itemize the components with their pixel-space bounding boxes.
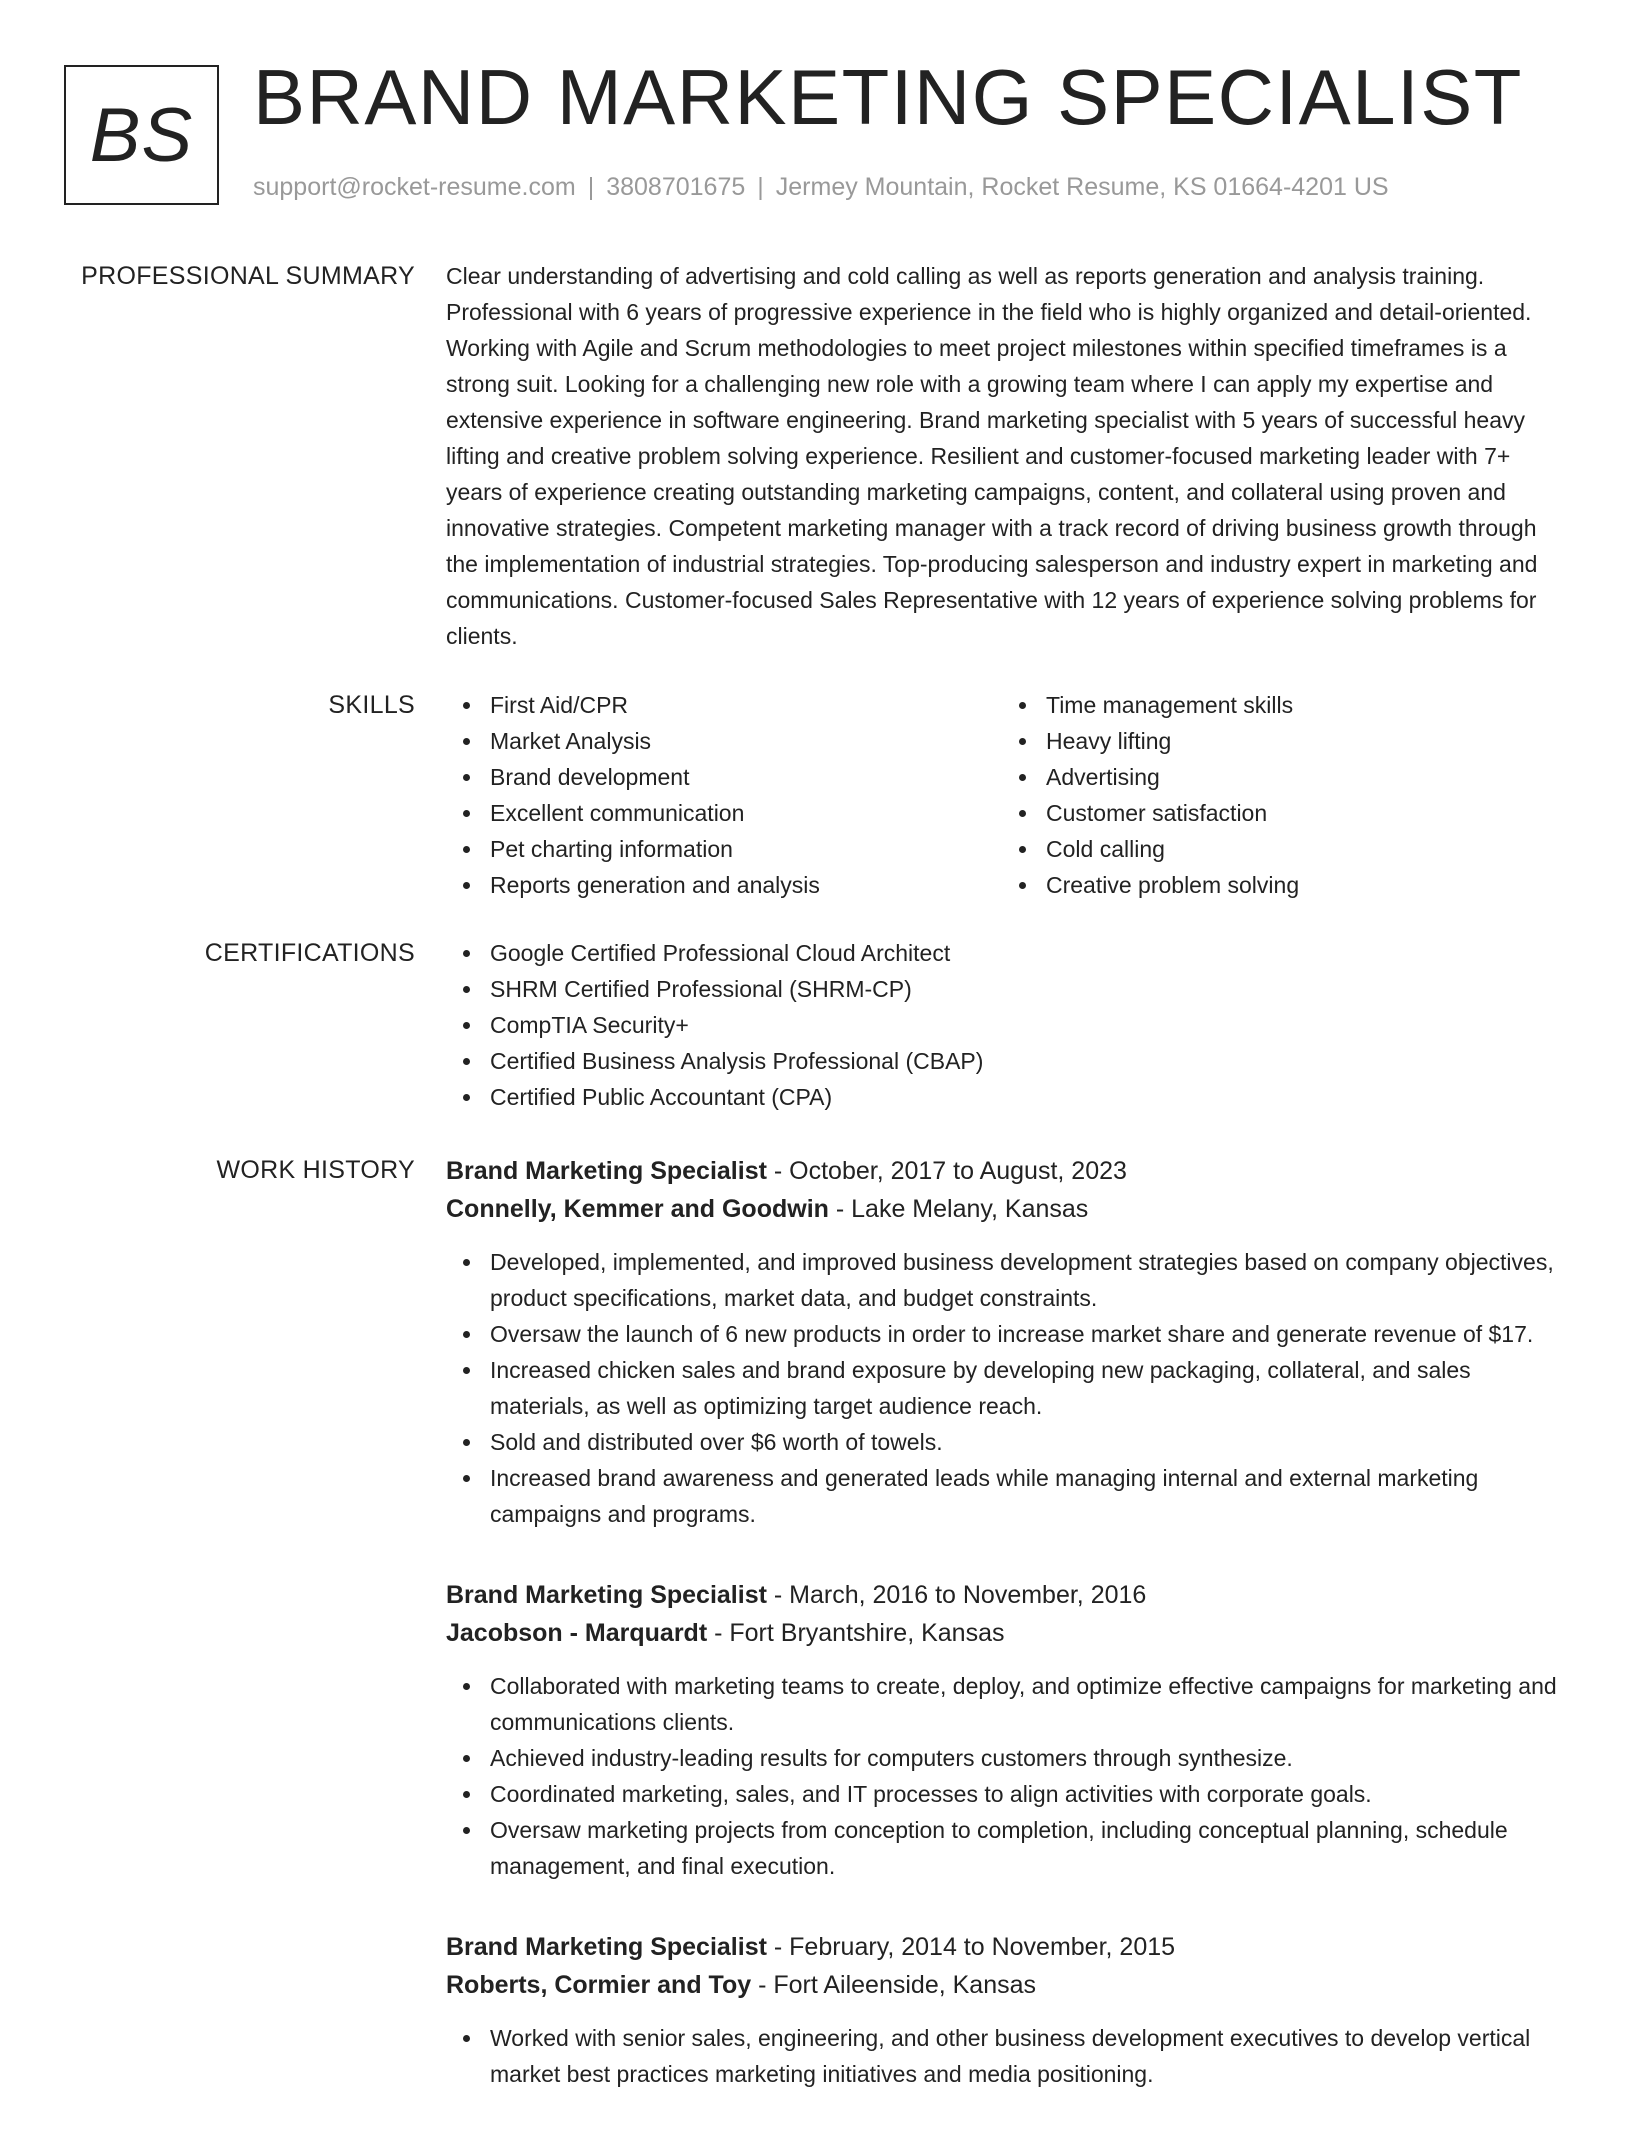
skill-item: Excellent communication — [490, 795, 1002, 831]
skills-list-left — [446, 687, 1002, 903]
job-role: Brand Marketing Specialist — [446, 1157, 767, 1185]
contact-phone: 3808701675 — [606, 173, 746, 201]
skills-body — [446, 687, 1558, 903]
skill-item: Time management skills — [1046, 687, 1558, 723]
job-bullet: Sold and distributed over $6 worth of towels. — [490, 1424, 1558, 1460]
job-bullet: Developed, implemented, and improved business development strategies based on company objectives, product specifications, market data, and budget constraints. — [490, 1244, 1558, 1316]
contact-separator: | — [757, 173, 764, 201]
job-entry — [446, 1928, 1558, 2092]
job-dates: - October, 2017 to August, 2023 — [766, 1157, 1127, 1185]
job-dates: - March, 2016 to November, 2016 — [766, 1581, 1147, 1609]
job-bullet: Oversaw the launch of 6 new products in order to increase market share and generate revenue of $17. — [490, 1316, 1558, 1352]
job-title-line — [446, 1576, 1558, 1614]
skill-item: Market Analysis — [490, 723, 1002, 759]
job-dates: - February, 2014 to November, 2015 — [766, 1933, 1176, 1961]
certification-item: Certified Public Accountant (CPA) — [490, 1079, 1558, 1115]
job-company-line — [446, 1614, 1558, 1652]
contact-separator: | — [587, 173, 595, 201]
job-bullet: Increased chicken sales and brand exposure by developing new packaging, collateral, and sales materials, as well as optimizing target audience reach. — [490, 1352, 1558, 1424]
skill-item: Heavy lifting — [1046, 723, 1558, 759]
certification-item: CompTIA Security+ — [490, 1007, 1558, 1043]
job-role: Brand Marketing Specialist — [446, 1581, 767, 1609]
skill-item: Creative problem solving — [1046, 867, 1558, 903]
work-history-body — [446, 1152, 1558, 2136]
contact-address: Jermey Mountain, Rocket Resume, KS 01664-4201 US — [775, 173, 1389, 201]
certifications-body — [446, 935, 1558, 1115]
job-company: Connelly, Kemmer and Goodwin — [446, 1195, 829, 1223]
skill-item: Reports generation and analysis — [490, 867, 1002, 903]
skill-item: Advertising — [1046, 759, 1558, 795]
job-bullet: Increased brand awareness and generated leads while managing internal and external marketing campaigns and programs. — [490, 1460, 1558, 1532]
job-company: Roberts, Cormier and Toy — [446, 1971, 752, 1999]
contact-email: support@rocket-resume.com — [253, 173, 576, 201]
job-bullets — [446, 1668, 1558, 1884]
skills-heading: SKILLS — [328, 691, 415, 719]
job-company-line — [446, 1966, 1558, 2004]
certifications-heading: CERTIFICATIONS — [204, 939, 415, 967]
job-location: - Fort Aileenside, Kansas — [751, 1971, 1037, 1999]
skill-item: Customer satisfaction — [1046, 795, 1558, 831]
job-title-line — [446, 1152, 1558, 1190]
skill-item: First Aid/CPR — [490, 687, 1002, 723]
job-role: Brand Marketing Specialist — [446, 1933, 767, 1961]
job-company: Jacobson - Marquardt — [446, 1619, 708, 1647]
summary-heading: PROFESSIONAL SUMMARY — [81, 262, 415, 290]
job-bullet: Coordinated marketing, sales, and IT processes to align activities with corporate goals. — [490, 1776, 1558, 1812]
job-entry — [446, 1576, 1558, 1884]
contact-line — [253, 173, 1389, 202]
job-entry — [446, 1152, 1558, 1532]
monogram-initials: BS — [89, 92, 194, 178]
job-bullets — [446, 2020, 1558, 2092]
job-bullet: Oversaw marketing projects from conception to completion, including conceptual planning, schedule management, and final execution. — [490, 1812, 1558, 1884]
skill-item: Pet charting information — [490, 831, 1002, 867]
job-bullet: Collaborated with marketing teams to create, deploy, and optimize effective campaigns for marketing and communications clients. — [490, 1668, 1558, 1740]
job-bullet: Achieved industry-leading results for computers customers through synthesize. — [490, 1740, 1558, 1776]
job-location: - Fort Bryantshire, Kansas — [707, 1619, 1005, 1647]
summary-text: Clear understanding of advertising and cold calling as well as reports generation and analysis training. Professional with 6 years of progressive experience in the field who is highly organized and detail-oriented. Working with Agile and Scrum methodologies to meet project milestones within specified timeframes is a strong suit. Looking for a challenging new role with a growing team where I can apply my expertise and extensive experience in software engineering. Brand marketing specialist with 5 years of successful heavy lifting and creative problem solving experience. Resilient and customer-focused marketing leader with 7+ years of experience creating outstanding marketing campaigns, content, and collateral using proven and innovative strategies. Competent marketing manager with a track record of driving business growth through the implementation of industrial strategies. Top-producing salesperson and industry expert in marketing and communications. Customer-focused Sales Representative with 12 years of experience solving problems for clients. — [446, 263, 1538, 649]
job-title-line — [446, 1928, 1558, 1966]
work-history-heading: WORK HISTORY — [216, 1156, 415, 1184]
skill-item: Brand development — [490, 759, 1002, 795]
job-bullet: Worked with senior sales, engineering, and other business development executives to develop vertical market best practices marketing initiatives and media positioning. — [490, 2020, 1558, 2092]
resume-title: BRAND MARKETING SPECIALIST — [253, 53, 1523, 141]
job-location: - Lake Melany, Kansas — [828, 1195, 1089, 1223]
summary-body — [446, 258, 1558, 654]
job-company-line — [446, 1190, 1558, 1228]
skills-list-right — [1002, 687, 1558, 903]
certification-item: Google Certified Professional Cloud Architect — [490, 935, 1558, 971]
monogram-box — [64, 65, 219, 205]
certifications-list — [446, 935, 1558, 1115]
skill-item: Cold calling — [1046, 831, 1558, 867]
certification-item: Certified Business Analysis Professional (CBAP) — [490, 1043, 1558, 1079]
job-bullets — [446, 1244, 1558, 1532]
certification-item: SHRM Certified Professional (SHRM-CP) — [490, 971, 1558, 1007]
